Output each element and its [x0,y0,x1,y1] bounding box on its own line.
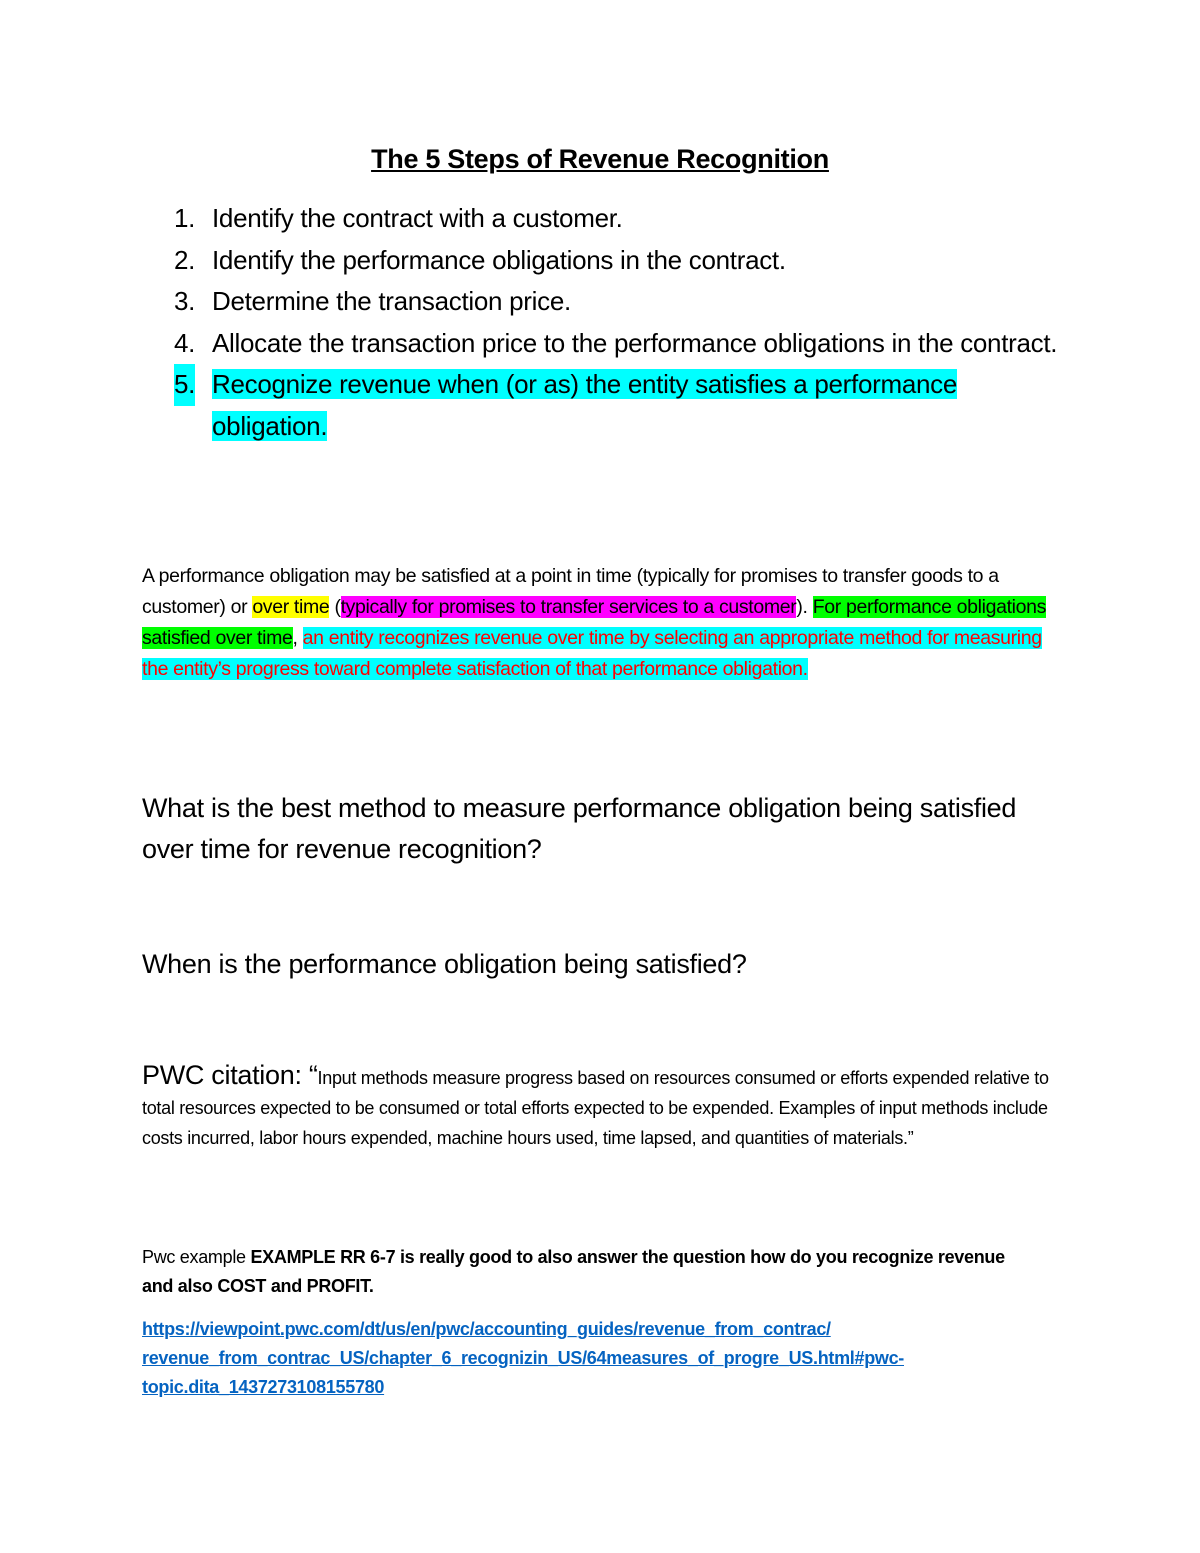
step-number: 3. [174,286,196,316]
question-2: When is the performance obligation being satisfied? [142,949,747,979]
step-number: 4. [174,327,196,358]
para-comma: , [292,627,303,649]
list-item [174,240,1074,282]
highlight-red-text: an entity recognizes revenue over time by selecting an appropriate method for measuring the entity’s progress toward complete satisfaction of that performance obligation. [142,627,1042,680]
example-bold: EXAMPLE RR 6-7 is really good to also answer the question how do you recognize revenue and also COST and PROFIT. [142,1247,1005,1296]
list-item [174,281,1074,323]
citation-text: Input methods measure progress based on resources consumed or efforts expended relative to total resources expected to be consumed or total efforts expected to be expended. Examples of input methods include costs incurred, labor hours expended, machine hours used, time lapsed, and quantities of materials.” [142,1068,1049,1148]
pwc-link[interactable] [142,1315,1022,1402]
citation-label: PWC citation: “ [142,1060,318,1090]
para-open-paren: ( [334,596,341,618]
list-item [174,198,1074,240]
link-line-3[interactable]: topic.dita_1437273108155780 [142,1377,385,1397]
para-close-paren: ). [796,596,808,618]
highlight-services: typically for promises to transfer services to a customer [340,596,797,618]
link-line-2[interactable]: revenue_from_contrac_US/chapter_6_recognizin_US/64measures_of_progre_US.html#pwc- [142,1348,904,1368]
highlight-green: For performance obligations satisfied over time [142,596,1047,649]
list-item [174,323,1074,365]
example-prefix: Pwc example [142,1247,251,1267]
step-text: Identify the contract with a customer. [212,203,623,233]
list-item-highlighted [174,364,1074,447]
step-text-highlighted: Recognize revenue when (or as) the entity satisfies a performance obligation. [212,369,957,441]
step-number: 5. [174,364,195,406]
pwc-example [142,1243,1022,1301]
step-text: Identify the performance obligations in the contract. [212,244,786,275]
question-1: What is the best method to measure performance obligation being satisfied over time for revenue recognition? [142,793,1017,864]
performance-obligation-paragraph [142,561,1062,685]
pwc-citation [142,1060,1072,1153]
step-number: 2. [174,244,196,275]
highlight-over-time: over time [252,596,330,618]
step-text: Allocate the transaction price to the performance obligations in the contract. [212,327,1058,358]
steps-list [174,198,1074,447]
link-line-1[interactable]: https://viewpoint.pwc.com/dt/us/en/pwc/accounting_guides/revenue_from_contrac/ [142,1319,831,1339]
step-text: Determine the transaction price. [212,286,571,316]
para-text: A performance obligation may be satisfied at a point in time (typically for promises to transfer goods to a customer) or [142,565,999,618]
page-title: The 5 Steps of Revenue Recognition [371,144,829,174]
step-number: 1. [174,203,196,233]
